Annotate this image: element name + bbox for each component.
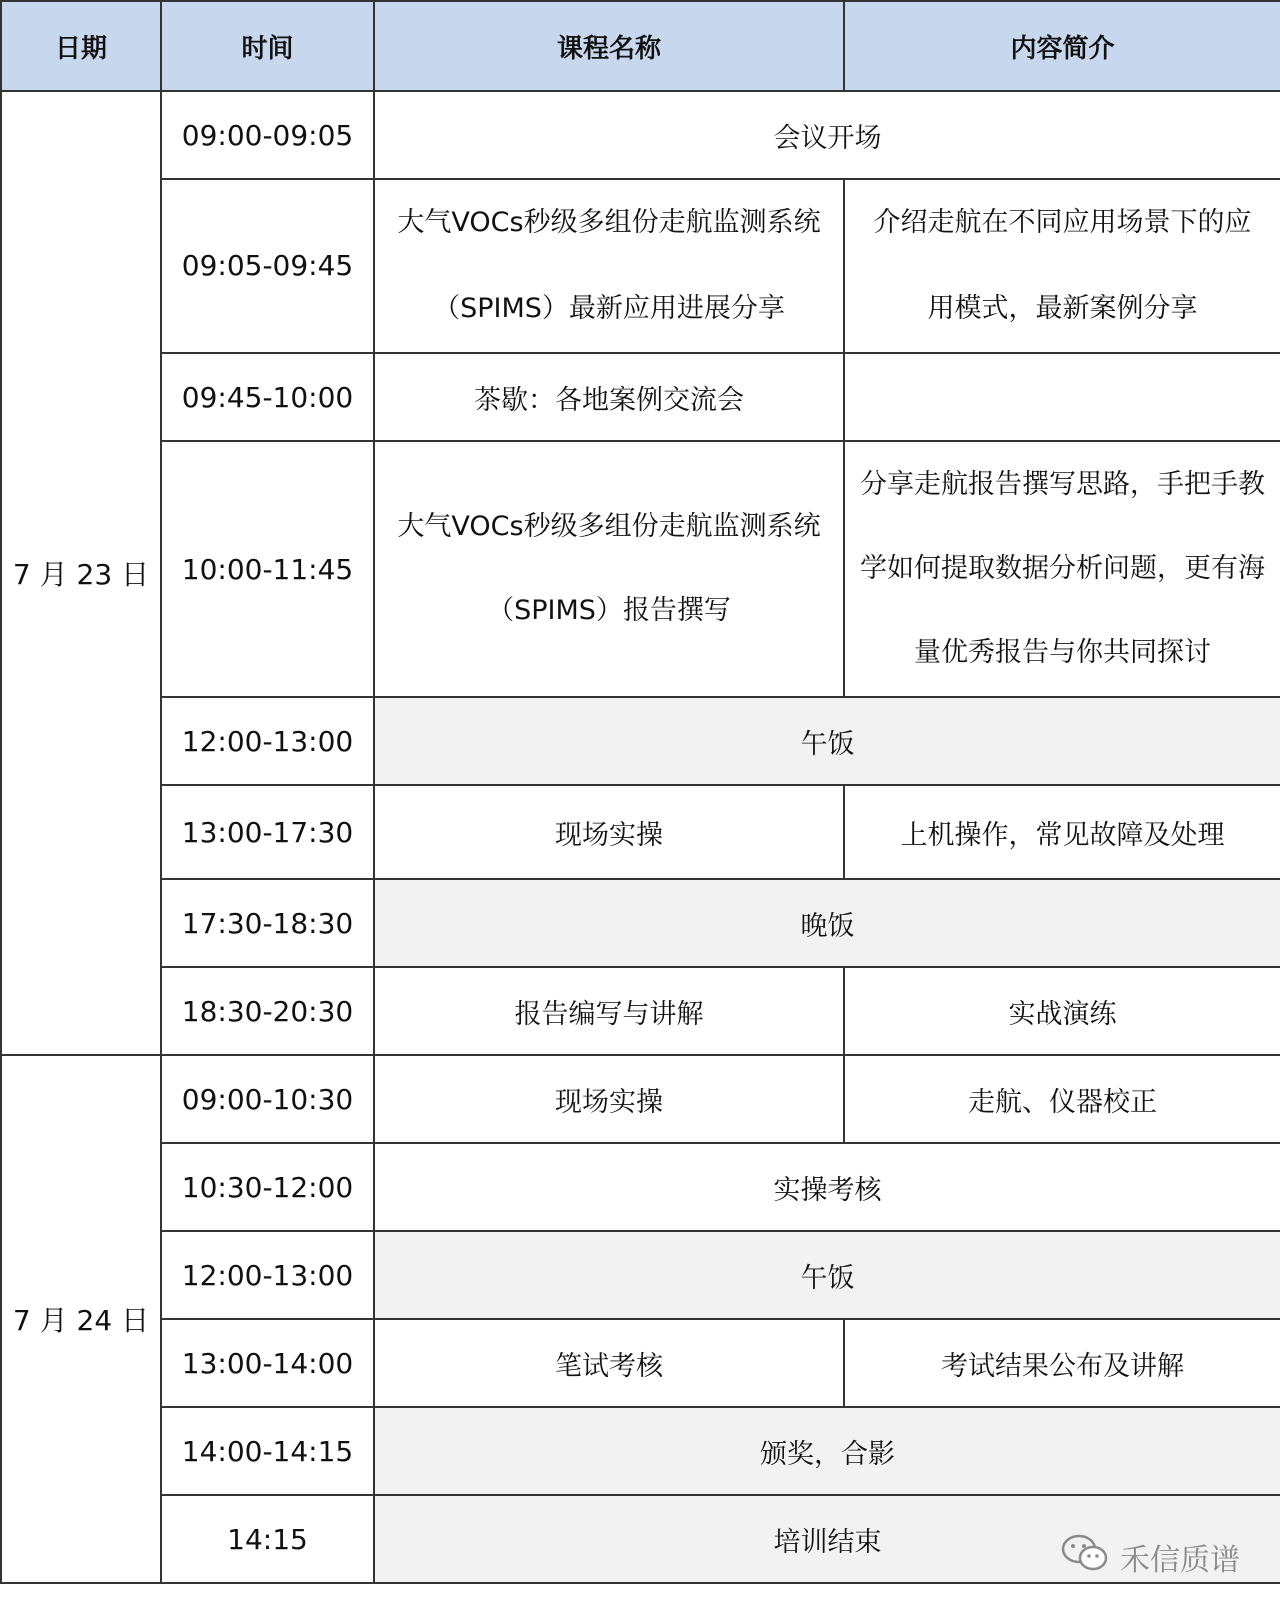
course-cell: 现场实操 bbox=[374, 1055, 844, 1143]
content-cell bbox=[844, 353, 1280, 441]
content-cell bbox=[844, 179, 1280, 353]
course-cell bbox=[374, 179, 844, 353]
watermark bbox=[1060, 1533, 1240, 1581]
table-row bbox=[1, 1319, 1280, 1407]
watermark-text: 禾信质谱 bbox=[1120, 1543, 1240, 1578]
header-time: 时间 bbox=[161, 1, 374, 91]
table-row bbox=[1, 879, 1280, 967]
merged-cell: 实操考核 bbox=[374, 1143, 1280, 1231]
content-cell: 实战演练 bbox=[844, 967, 1280, 1055]
header-date: 日期 bbox=[1, 1, 161, 91]
header-row bbox=[1, 1, 1280, 91]
course-line: 大气VOCs秒级多组份走航监测系统 bbox=[397, 511, 821, 542]
table-row bbox=[1, 1231, 1280, 1319]
header-course: 课程名称 bbox=[374, 1, 844, 91]
time-cell: 17:30-18:30 bbox=[161, 879, 374, 967]
time-cell: 14:00-14:15 bbox=[161, 1407, 374, 1495]
time-cell: 13:00-17:30 bbox=[161, 785, 374, 879]
time-cell: 09:00-09:05 bbox=[161, 91, 374, 179]
table-row bbox=[1, 441, 1280, 697]
content-cell bbox=[844, 441, 1280, 697]
wechat-icon bbox=[1060, 1533, 1110, 1581]
content-line: 学如何提取数据分析问题，更有海 bbox=[860, 553, 1265, 584]
content-line: 用模式，最新案例分享 bbox=[927, 293, 1198, 324]
course-line: （SPIMS）报告撰写 bbox=[487, 595, 731, 626]
table-row bbox=[1, 1055, 1280, 1143]
time-cell: 12:00-13:00 bbox=[161, 1231, 374, 1319]
course-line: （SPIMS）最新应用进展分享 bbox=[433, 293, 785, 324]
course-cell: 茶歇：各地案例交流会 bbox=[374, 353, 844, 441]
merged-cell: 晚饭 bbox=[374, 879, 1280, 967]
merged-cell: 午饭 bbox=[374, 697, 1280, 785]
time-cell: 09:05-09:45 bbox=[161, 179, 374, 353]
content-line: 分享走航报告撰写思路，手把手教 bbox=[860, 469, 1265, 500]
table-row bbox=[1, 697, 1280, 785]
merged-cell: 颁奖，合影 bbox=[374, 1407, 1280, 1495]
content-cell: 上机操作，常见故障及处理 bbox=[844, 785, 1280, 879]
time-cell: 18:30-20:30 bbox=[161, 967, 374, 1055]
content-cell: 考试结果公布及讲解 bbox=[844, 1319, 1280, 1407]
table-row bbox=[1, 785, 1280, 879]
merged-cell: 培训结束 bbox=[374, 1495, 1280, 1583]
time-cell: 13:00-14:00 bbox=[161, 1319, 374, 1407]
course-cell: 笔试考核 bbox=[374, 1319, 844, 1407]
course-line: 大气VOCs秒级多组份走航监测系统 bbox=[397, 207, 821, 238]
table-row bbox=[1, 1407, 1280, 1495]
time-cell: 10:30-12:00 bbox=[161, 1143, 374, 1231]
time-cell: 14:15 bbox=[161, 1495, 374, 1583]
content-line: 介绍走航在不同应用场景下的应 bbox=[873, 207, 1252, 238]
content-line: 量优秀报告与你共同探讨 bbox=[914, 637, 1211, 668]
header-content: 内容简介 bbox=[844, 1, 1280, 91]
time-cell: 09:45-10:00 bbox=[161, 353, 374, 441]
date-cell: 7 月 23 日 bbox=[1, 91, 161, 1055]
course-cell: 现场实操 bbox=[374, 785, 844, 879]
table-row bbox=[1, 1143, 1280, 1231]
table-row bbox=[1, 967, 1280, 1055]
table-row bbox=[1, 179, 1280, 353]
table-row bbox=[1, 91, 1280, 179]
time-cell: 12:00-13:00 bbox=[161, 697, 374, 785]
date-cell: 7 月 24 日 bbox=[1, 1055, 161, 1583]
time-cell: 10:00-11:45 bbox=[161, 441, 374, 697]
merged-cell: 会议开场 bbox=[374, 91, 1280, 179]
merged-cell: 午饭 bbox=[374, 1231, 1280, 1319]
course-cell bbox=[374, 441, 844, 697]
table-row bbox=[1, 353, 1280, 441]
course-cell: 报告编写与讲解 bbox=[374, 967, 844, 1055]
time-cell: 09:00-10:30 bbox=[161, 1055, 374, 1143]
content-cell: 走航、仪器校正 bbox=[844, 1055, 1280, 1143]
